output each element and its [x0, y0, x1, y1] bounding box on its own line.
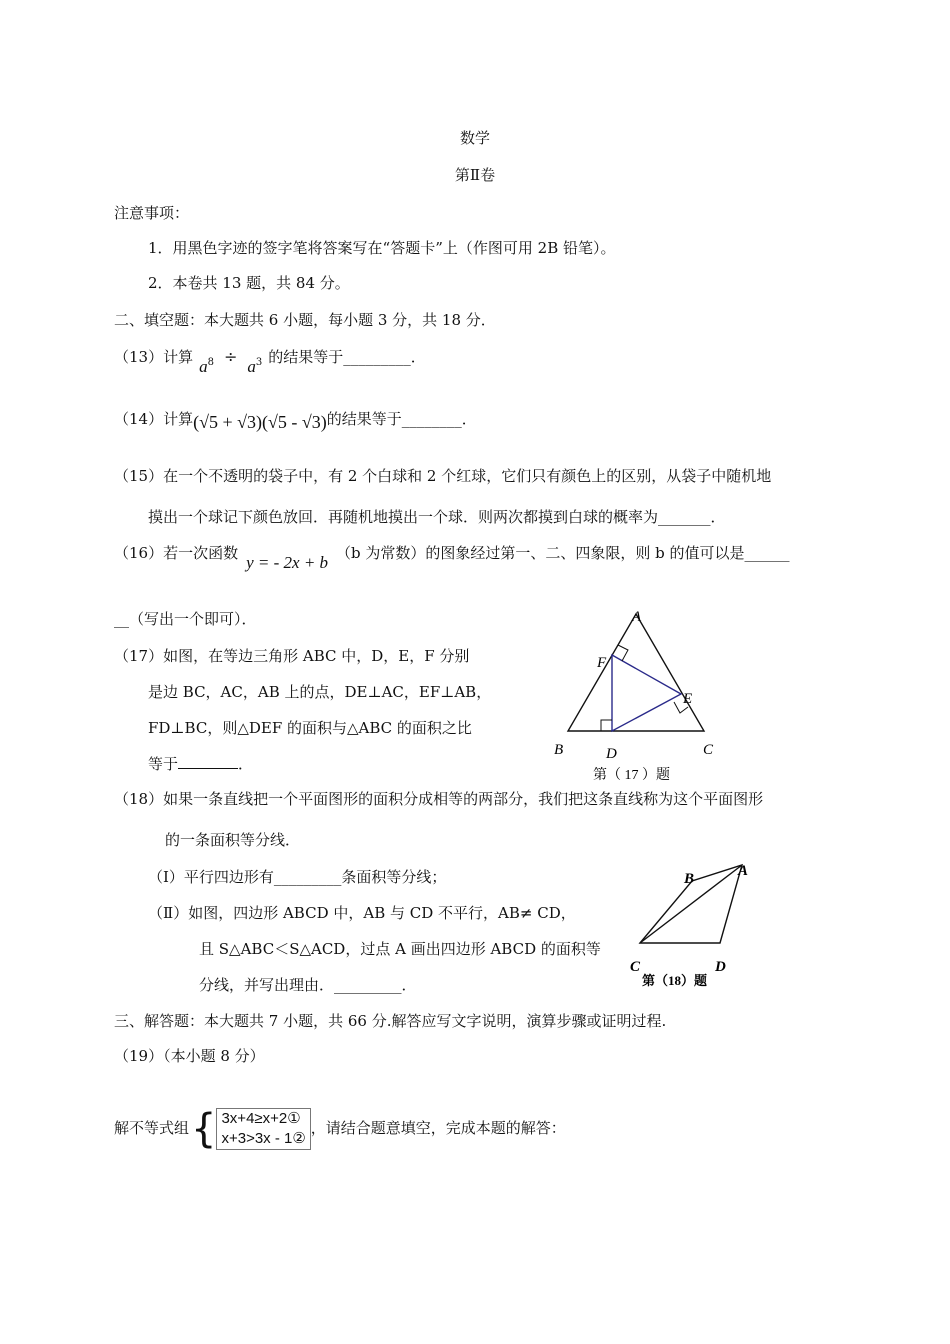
- page-title: 数学: [459, 129, 490, 147]
- q19-prefix: 解不等式组: [114, 1119, 190, 1137]
- q13-exponent-2: 3: [255, 357, 263, 368]
- q16-suffix: （b 为常数）的图象经过第一、二、四象限，则 b 的值可以是______: [336, 544, 790, 562]
- q14-expression: (√5 + √3)(√5 - √3): [193, 412, 327, 432]
- q18-part-1: （Ⅰ）平行四边形有_________条面积等分线；: [148, 868, 447, 886]
- q17-caption: 第（ 17 ）题: [593, 768, 670, 783]
- q17-label-b: B: [554, 742, 564, 758]
- q18-caption: 第（18）题: [642, 973, 708, 988]
- question-14: [114, 408, 477, 432]
- notice-heading: 注意事项：: [114, 204, 190, 222]
- page-subtitle: 第Ⅱ卷: [454, 166, 496, 184]
- q19-inequality-1: 3x+4≥x+2①: [221, 1110, 301, 1127]
- q18-part-2-line-3: 分线，并写出理由．_________．: [199, 976, 417, 994]
- q16-prefix: （16）若一次函数: [114, 544, 239, 562]
- q17-tail: ．: [238, 755, 254, 773]
- q18-line-2: 的一条面积等分线．: [165, 831, 301, 849]
- q17-line-2: 是边 BC，AC，AB 上的点，DE⊥AC，EF⊥AB，: [148, 683, 492, 701]
- section-2-heading: 二、填空题：本大题共 6 小题，每小题 3 分，共 18 分．: [114, 311, 496, 329]
- inequality-system: [216, 1108, 310, 1150]
- notice-item-2: 2．本卷共 13 题，共 84 分。: [148, 274, 350, 292]
- q17-line-4-text: 等于: [148, 755, 179, 773]
- q18-label-c: C: [630, 959, 641, 975]
- right-angle-mark-d: [601, 720, 612, 731]
- q18-label-b: B: [684, 871, 695, 887]
- triangle-abc: [568, 614, 704, 731]
- q17-triangle-figure: [548, 602, 738, 787]
- q19-inequality-2: x+3>3x - 1②: [221, 1130, 306, 1147]
- question-13: [114, 346, 426, 376]
- q13-suffix: 的结果等于_________．: [268, 348, 426, 366]
- q18-quadrilateral-figure: [620, 855, 770, 990]
- q18-part-2-line-1: （Ⅱ）如图，四边形 ABCD 中，AB 与 CD 不平行，AB≠ CD，: [148, 904, 576, 922]
- q17-label-f: F: [597, 655, 607, 671]
- q15-line-2: 摸出一个球记下颜色放回．再随机地摸出一个球．则两次都摸到白球的概率为_______．: [148, 508, 726, 526]
- q17-label-e: E: [683, 691, 693, 707]
- q18-line-1: （18）如果一条直线把一个平面图形的面积分成相等的两部分，我们把这条直线称为这个平面图形: [114, 790, 764, 808]
- q17-label-d: D: [606, 746, 617, 762]
- q18-part-2-line-2: 且 S△ABC＜S△ACD，过点 A 画出四边形 ABCD 的面积等: [199, 940, 601, 958]
- q18-label-a: A: [738, 863, 749, 879]
- question-16: [114, 542, 790, 572]
- notice-item-1: 1．用黑色字迹的签字笔将答案写在“答题卡”上（作图可用 2B 铅笔）。: [148, 239, 616, 257]
- q13-base-2: a: [247, 357, 256, 376]
- q17-line-3: FD⊥BC，则△DEF 的面积与△ABC 的面积之比: [148, 719, 472, 737]
- q17-label-a: A: [632, 609, 642, 625]
- section-3-heading: 三、解答题：本大题共 7 小题，共 66 分.解答应写文字说明，演算步骤或证明过程.: [114, 1012, 667, 1030]
- q19-suffix: ，请结合题意填空，完成本题的解答：: [310, 1119, 566, 1137]
- q17-label-c: C: [703, 742, 714, 758]
- q17-line-4: [148, 753, 253, 774]
- q13-exponent-1: 8: [207, 357, 214, 368]
- q13-base-1: a: [199, 357, 208, 376]
- q13-prefix: （13）计算: [114, 348, 194, 366]
- q17-line-1: （17）如图，在等边三角形 ABC 中，D，E，F 分别: [114, 647, 470, 665]
- question-19: [114, 1108, 566, 1150]
- q19-heading: （19）（本小题 8 分）: [114, 1047, 265, 1065]
- q19-brace: {: [191, 1106, 217, 1152]
- q15-line-1: （15）在一个不透明的袋子中，有 2 个白球和 2 个红球，它们只有颜色上的区别，从袋子中随机地: [114, 467, 772, 485]
- triangle-def: [612, 655, 681, 731]
- q14-prefix: （14）计算: [114, 410, 194, 428]
- q17-answer-blank: [178, 754, 238, 769]
- q16-expression: y = - 2x + b: [246, 553, 329, 572]
- q16-line-2: __（写出一个即可）．: [114, 610, 257, 628]
- q13-divide-sign: ÷: [223, 347, 238, 366]
- q14-suffix: 的结果等于________．: [326, 410, 477, 428]
- q18-label-d: D: [715, 959, 726, 975]
